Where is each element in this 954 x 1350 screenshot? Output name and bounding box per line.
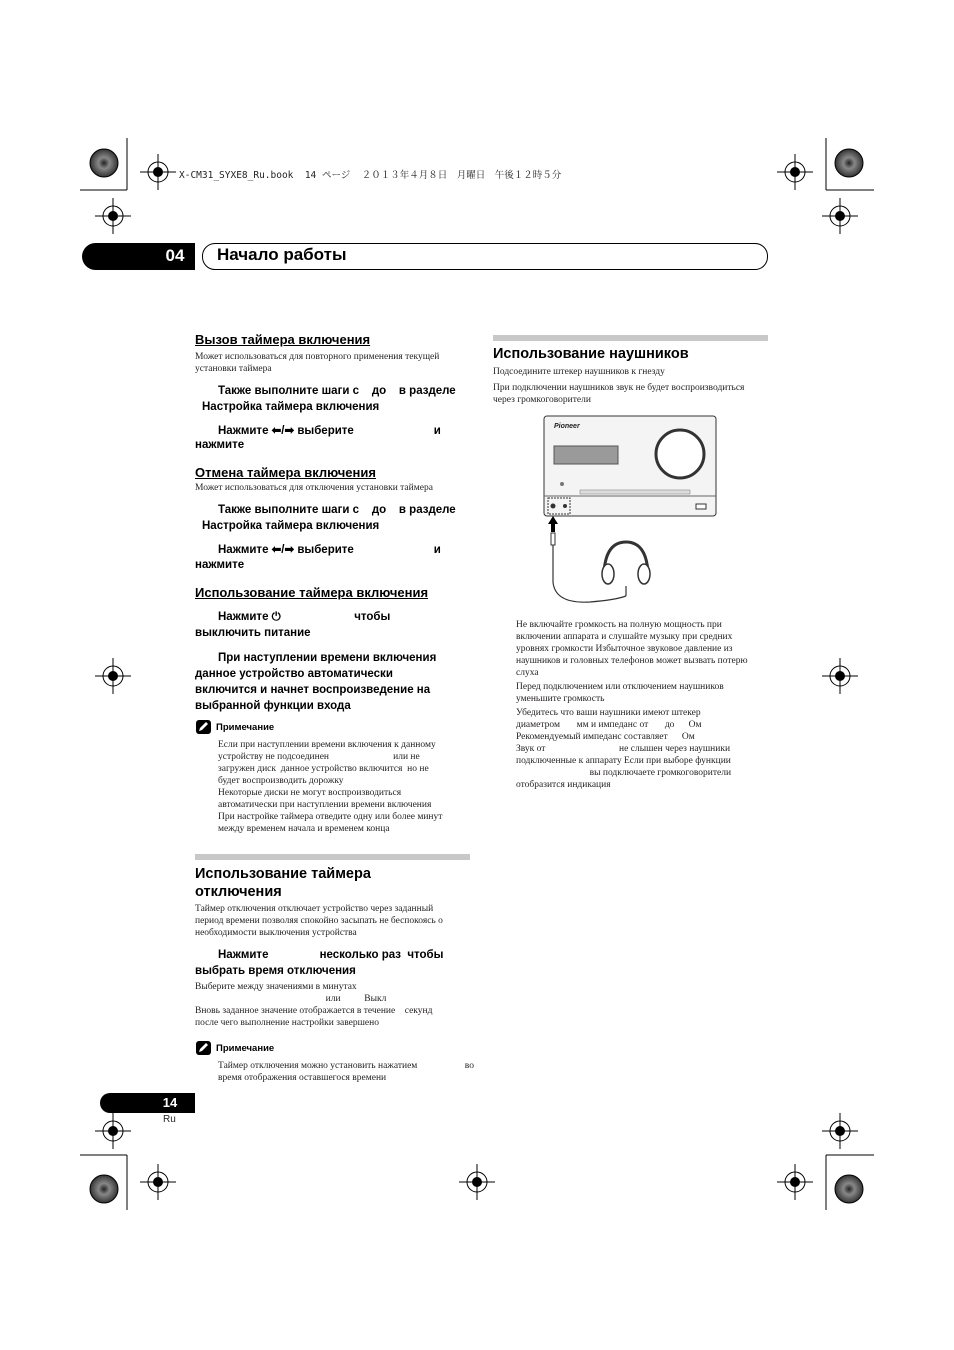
standby-light xyxy=(560,482,564,486)
hp-note1c: уровнях громкости Избыточное звуковое давление из xyxy=(516,644,733,654)
note1-item1c: загружен диск данное устройство включится но не xyxy=(218,764,429,774)
usb-port xyxy=(696,504,706,509)
sleep-desc3: необходимости выключения устройства xyxy=(195,928,357,938)
use-on-heading: Использование таймера включения xyxy=(195,585,429,600)
page-number: 14 xyxy=(162,1095,178,1110)
headphones-desc2: При подключении наушников звук не будет воспроизводиться xyxy=(493,383,745,393)
note2-body xyxy=(218,1060,473,1084)
hp-note4d: отобразится индикация xyxy=(516,780,611,790)
note1-item3: При настройке таймера отведите одну или более минут xyxy=(218,812,443,822)
hp-note4: Звук от не слышен через наушники xyxy=(516,744,731,754)
device-display xyxy=(554,446,618,464)
use-on-step2: При наступлении времени включения xyxy=(218,652,437,664)
cancel-step1-link: Настройка таймера включения xyxy=(202,520,380,532)
sleep-desc2: период времени позволяя спокойно засыпать не беспокоясь о xyxy=(195,916,443,926)
use-on-step2c: включится и начнет воспроизведение на xyxy=(195,684,431,696)
headphones-illustration xyxy=(540,412,720,608)
use-on-step1b: выключить питание xyxy=(195,627,311,639)
pencil-icon xyxy=(196,1041,211,1055)
note2-icon xyxy=(196,1041,211,1055)
sleep-section-bar xyxy=(195,854,470,860)
sleep-step1: Нажмите несколько раз чтобы xyxy=(218,949,444,961)
cancel-step1: Также выполните шаги с до в разделе xyxy=(218,504,456,516)
hp-note1e: слуха xyxy=(516,668,539,678)
note1-icon xyxy=(196,720,211,734)
arrow-up-icon xyxy=(548,516,558,532)
left-column xyxy=(195,330,470,714)
sleep-sub1: Выберите между значениями в минутах xyxy=(195,982,357,992)
hp-note4b: подключенные к аппарату Если при выборе функции xyxy=(516,756,731,766)
chapter-number: 04 xyxy=(165,246,185,265)
recall-step1-link: Настройка таймера включения xyxy=(202,401,380,413)
hp-note3c: Рекомендуемый импеданс составляет Ом xyxy=(516,732,695,742)
note1-item1: Если при наступлении времени включения к данному xyxy=(218,740,436,750)
device-brand: Pioneer xyxy=(554,423,580,430)
recall-heading: Вызов таймера включения xyxy=(195,332,371,347)
hp-note4c: вы подключаете громкоговорители xyxy=(516,768,732,778)
page-lang: Ru xyxy=(163,1114,176,1125)
headphones-right-cup xyxy=(638,564,650,584)
phones-jack xyxy=(551,504,556,509)
cancel-heading: Отмена таймера включения xyxy=(195,465,376,480)
sleep-heading-line2: отключения xyxy=(195,884,282,900)
headphones-desc3: через громкоговорители xyxy=(493,395,591,405)
headphones-notes xyxy=(516,619,771,791)
pencil-icon xyxy=(196,720,211,734)
use-on-step2d: выбранной функции входа xyxy=(195,700,351,712)
note1-label: Примечание xyxy=(216,722,275,733)
chapter-title: Начало работы xyxy=(217,245,347,264)
sleep-sub3: Вновь заданное значение отображается в течение секунд xyxy=(195,1006,433,1016)
hp-note2: Перед подключением или отключением наушников xyxy=(516,682,724,692)
volume-knob xyxy=(656,430,704,478)
sleep-step1b: выбрать время отключения xyxy=(195,965,356,977)
hp-note3: Убедитесь что ваши наушники имеют штекер xyxy=(516,708,701,718)
note1-item1d: будет воспроизводить дорожку xyxy=(218,776,344,786)
sleep-heading-line1: Использование таймера xyxy=(195,866,371,882)
hp-note1: Не включайте громкость на полную мощность при xyxy=(516,620,722,630)
note2-line2: время отображения оставшегося времени xyxy=(218,1073,387,1083)
hp-note3b: диаметром мм и импеданс от до Ом xyxy=(516,720,702,730)
sleep-desc1: Таймер отключения отключает устройство через заданный xyxy=(195,904,434,914)
sleep-sub4: после чего выполнение настройки завершено xyxy=(195,1018,379,1028)
recall-step1: Также выполните шаги с до в разделе xyxy=(218,385,456,397)
headphones-heading: Использование наушников xyxy=(493,346,689,362)
recall-step2: Нажмите ⬅/➡ выберите и xyxy=(218,425,441,437)
note2-label: Примечание xyxy=(216,1043,275,1054)
headphones-section xyxy=(493,345,771,406)
hp-note1b: включении аппарата и слушайте музыку при средних xyxy=(516,632,733,642)
note1-item2b: автоматически при наступлении времени включения xyxy=(218,800,432,810)
disc-slot xyxy=(580,490,690,494)
cancel-step2b: нажмите xyxy=(195,559,245,571)
note2-line1: Таймер отключения можно установить нажатием во xyxy=(218,1061,474,1071)
note1-body xyxy=(218,739,473,835)
cancel-desc: Может использоваться для отключения установки таймера xyxy=(195,483,433,493)
sleep-sub2: или Выкл xyxy=(195,994,387,1004)
use-on-step1: Нажмите ⏻ чтобы xyxy=(218,611,391,623)
sleep-section xyxy=(195,865,473,1029)
note1-item3b: между временем начала и временем конца xyxy=(218,824,390,834)
use-on-step2b: данное устройство автоматически xyxy=(195,668,393,680)
headphones-desc1: Подсоедините штекер наушников к гнезду xyxy=(493,367,665,377)
hp-note2b: уменьшите громкость xyxy=(516,694,605,704)
recall-step2b: нажмите xyxy=(195,439,245,451)
print-header: X-CM31_SYXE8_Ru.book 14 ページ ２０１３年４月８日 月曜日 午後１２時５分 xyxy=(179,170,562,181)
headphones-left-cup xyxy=(602,564,614,584)
headphone-plug xyxy=(551,533,555,545)
headphones-section-bar xyxy=(493,335,768,341)
recall-desc: Может использоваться для повторного применения текущей установки таймера xyxy=(195,352,440,374)
note1-item1b: устройству не подсоединен или не xyxy=(218,752,420,762)
cancel-step2: Нажмите ⬅/➡ выберите и xyxy=(218,544,441,556)
note1-item2: Некоторые диски не могут воспроизводиться xyxy=(218,788,402,798)
hp-note1d: наушников и головных телефонов может вызвать потерю xyxy=(516,656,748,666)
